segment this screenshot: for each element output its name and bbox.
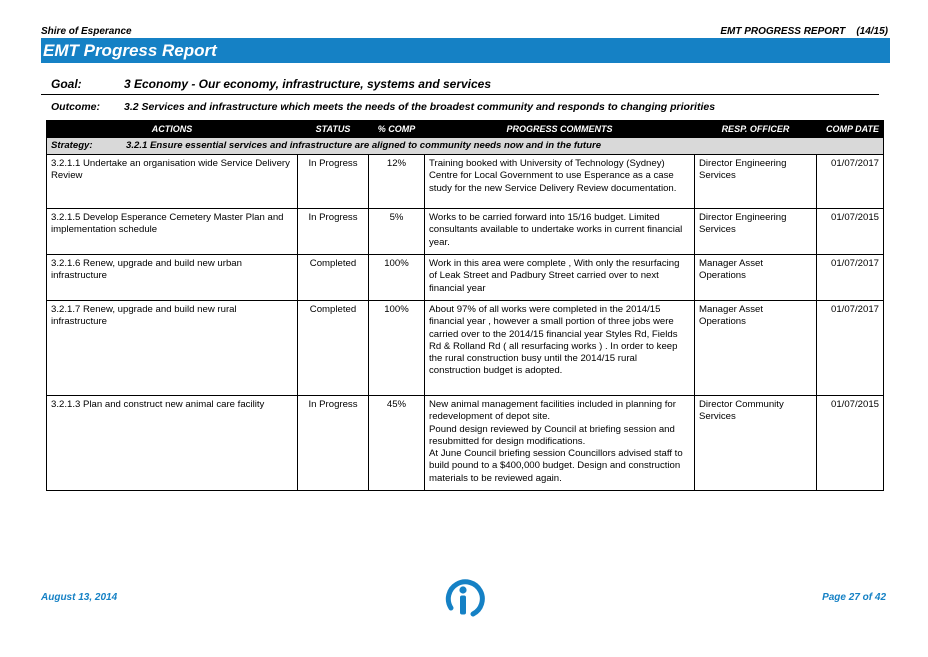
- date-cell: 01/07/2017: [817, 155, 884, 209]
- officer-cell: Director Engineering Services: [695, 209, 817, 255]
- action-cell: 3.2.1.1 Undertake an organisation wide Service Delivery Review: [47, 155, 298, 209]
- page-number: Page 27 of 42: [822, 592, 886, 603]
- table-header-row: [47, 121, 884, 138]
- col-responsible-officer: RESP. OFFICER: [695, 121, 817, 138]
- date-cell: 01/07/2017: [817, 301, 884, 396]
- table-row: [47, 155, 884, 209]
- comment-paragraph: Work in this area were complete , With only the resurfacing of Leak Street and Padbury Street carried over to next financial year: [429, 258, 680, 294]
- col-percent-complete: % COMP: [369, 121, 425, 138]
- table-row: [47, 301, 884, 396]
- status-cell: Completed: [298, 255, 369, 301]
- action-cell: 3.2.1.6 Renew, upgrade and build new urban infrastructure: [47, 255, 298, 301]
- officer-cell: Manager Asset Operations: [695, 255, 817, 301]
- progress-table: [46, 120, 884, 491]
- percent-cell: 5%: [369, 209, 425, 255]
- strategy-cell: [47, 138, 884, 155]
- report-label: EMT PROGRESS REPORT: [720, 26, 846, 37]
- strategy-text: 3.2.1 Ensure essential services and infrastructure are aligned to community needs now and in the future: [126, 140, 602, 151]
- comments-cell: [425, 255, 695, 301]
- col-completion-date: COMP DATE: [817, 121, 884, 138]
- percent-cell: 100%: [369, 255, 425, 301]
- officer-cell: Director Community Services: [695, 396, 817, 491]
- action-cell: 3.2.1.5 Develop Esperance Cemetery Master Plan and implementation schedule: [47, 209, 298, 255]
- col-actions: ACTIONS: [47, 121, 298, 138]
- goal-label: Goal:: [51, 77, 82, 91]
- comment-paragraph: Pound design reviewed by Council at briefing session and resubmitted for design modifications.: [429, 423, 675, 447]
- status-cell: In Progress: [298, 155, 369, 209]
- status-cell: Completed: [298, 301, 369, 396]
- strategy-label: Strategy:: [51, 140, 93, 151]
- comment-paragraph: Training booked with University of Technology (Sydney) Centre for Local Government to use Esperance as a case study for the new Service Delivery Review documentation.: [429, 158, 677, 194]
- table-row: [47, 255, 884, 301]
- action-cell: 3.2.1.3 Plan and construct new animal care facility: [47, 396, 298, 491]
- date-cell: 01/07/2015: [817, 396, 884, 491]
- comment-paragraph: New animal management facilities included in planning for redevelopment of depot site.: [429, 399, 676, 423]
- date-cell: 01/07/2017: [817, 255, 884, 301]
- table-row: [47, 209, 884, 255]
- percent-cell: 12%: [369, 155, 425, 209]
- status-cell: In Progress: [298, 396, 369, 491]
- goal-text: 3 Economy - Our economy, infrastructure, systems and services: [124, 77, 492, 91]
- report-header: [720, 26, 888, 37]
- page-fraction: (14/15): [856, 26, 888, 37]
- comments-cell: [425, 209, 695, 255]
- outcome-label: Outcome:: [51, 101, 101, 113]
- action-cell: 3.2.1.7 Renew, upgrade and build new rural infrastructure: [47, 301, 298, 396]
- organisation-name: Shire of Esperance: [41, 26, 132, 37]
- comment-paragraph: Works to be carried forward into 15/16 budget. Limited consultants available to undertake works in current financial year.: [429, 212, 683, 248]
- col-status: STATUS: [298, 121, 369, 138]
- strategy-row: [47, 138, 884, 155]
- officer-cell: Director Engineering Services: [695, 155, 817, 209]
- report-date: August 13, 2014: [41, 592, 118, 603]
- comments-cell: [425, 396, 695, 491]
- comment-paragraph: About 97% of all works were completed in the 2014/15 financial year , however a small portion of three jobs were carried over to the 2014/15 financial year Styles Rd, Fields Rd & Rolland Rd ( all resurfacing works ) . In order to keep the rural construction busy until the 2014/15 rural construction budget is adopted.: [429, 304, 678, 377]
- percent-cell: 45%: [369, 396, 425, 491]
- comments-cell: [425, 155, 695, 209]
- comments-cell: [425, 301, 695, 396]
- information-i-logo-icon: [443, 578, 487, 618]
- goal-row: [41, 77, 879, 95]
- date-cell: 01/07/2015: [817, 209, 884, 255]
- col-progress-comments: PROGRESS COMMENTS: [425, 121, 695, 138]
- comment-paragraph: At June Council briefing session Councillors advised staff to build pound to a $400,000 budget. Design and construction materials to be reviewed again.: [429, 448, 683, 484]
- status-cell: In Progress: [298, 209, 369, 255]
- outcome-text: 3.2 Services and infrastructure which meets the needs of the broadest community and responds to changing priorities: [124, 101, 716, 113]
- officer-cell: Manager Asset Operations: [695, 301, 817, 396]
- table-row: [47, 396, 884, 491]
- percent-cell: 100%: [369, 301, 425, 396]
- report-title-banner: EMT Progress Report: [41, 38, 890, 63]
